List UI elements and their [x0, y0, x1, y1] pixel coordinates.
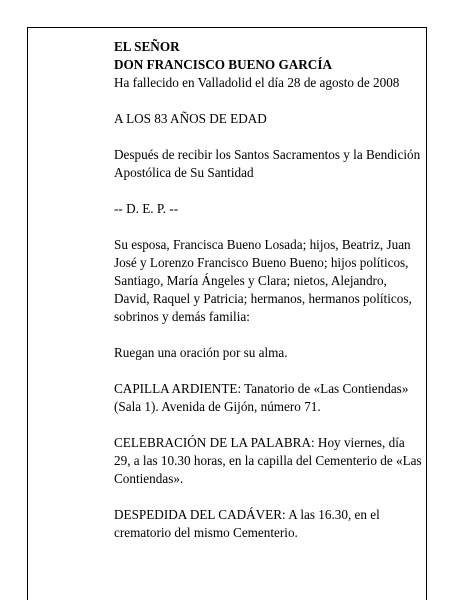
celebration-paragraph: CELEBRACIÓN DE LA PALABRA: Hoy viernes, día 29, a las 10.30 horas, en la capilla del Cementerio de «Las Contiendas».	[114, 435, 422, 486]
death-notice: Ha fallecido en Valladolid el día 28 de agosto de 2008	[114, 75, 400, 90]
heading-block	[114, 38, 424, 92]
deceased-name: DON FRANCISCO BUENO GARCÍA	[114, 57, 332, 72]
prayer-line: Ruegan una oración por su alma.	[114, 345, 288, 360]
chapel-paragraph: CAPILLA ARDIENTE: Tanatorio de «Las Contiendas» (Sala 1). Avenida de Gijón, número 71.	[114, 381, 409, 414]
obituary-text	[114, 38, 424, 560]
family-paragraph: Su esposa, Francisca Bueno Losada; hijos, Beatriz, Juan José y Lorenzo Francisco Bueno Bueno; hijos políticos, Santiago, María Ángeles y Clara; nietos, Alejandro, David, Raquel y Patricia; hermanos, hermanos políticos, sobrinos y demás familia:	[114, 237, 412, 324]
sacraments-paragraph: Después de recibir los Santos Sacramentos y la Bendición Apostólica de Su Santidad	[114, 147, 421, 180]
age-line: A LOS 83 AÑOS DE EDAD	[114, 111, 267, 126]
deceased-title: EL SEÑOR	[114, 39, 180, 54]
farewell-paragraph: DESPEDIDA DEL CADÁVER: A las 16.30, en el crematorio del mismo Cementerio.	[114, 507, 380, 540]
dep-line: -- D. E. P. --	[114, 201, 179, 216]
